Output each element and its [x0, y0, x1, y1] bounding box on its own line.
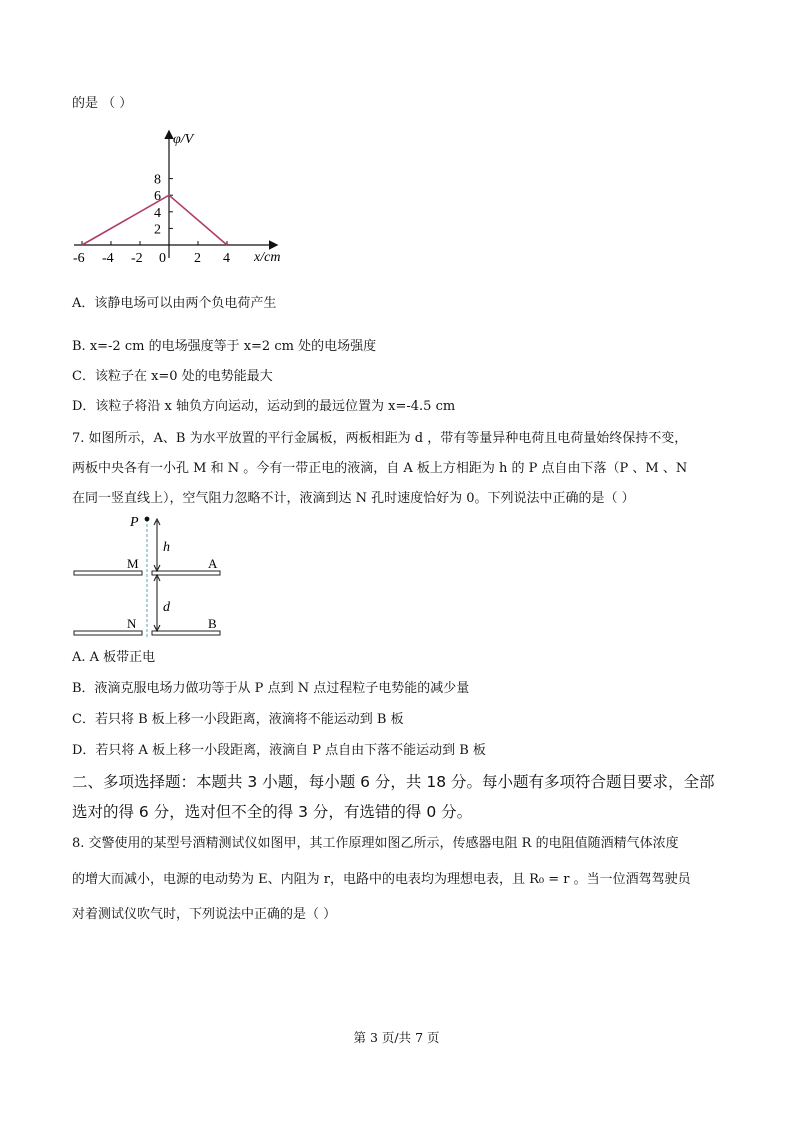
label-b: B [208, 616, 217, 631]
plate-b-right [152, 631, 220, 635]
section-line: 选对的得 6 分，选对但不全的得 3 分，有选错的得 0 分。 [72, 803, 473, 821]
x-tick-label: -4 [102, 251, 114, 266]
option-line: B．液滴克服电场力做功等于从 P 点到 N 点过程粒子电势能的减少量 [72, 681, 470, 696]
question-line: 在同一竖直线上），空气阻力忽略不计，液滴到达 N 孔时速度恰好为 0。下列说法中正确的是（ ） [72, 491, 635, 506]
x-tick-label: 0 [159, 251, 166, 266]
plate-a-right [152, 571, 220, 575]
option-line: C．该粒子在 x=0 处的电势能最大 [72, 369, 273, 384]
label-p: P [130, 515, 139, 530]
y-tick-label: 8 [154, 172, 161, 188]
x-tick-label: 2 [194, 251, 201, 266]
y-tick-label: 2 [154, 222, 161, 238]
option-line: A. A 板带正电 [72, 650, 156, 665]
question-line: 7. 如图所示，A、B 为水平放置的平行金属板，两板相距为 d ，带有等量异种电荷且电荷量始终保持不变， [72, 431, 688, 446]
label-d: d [163, 600, 170, 615]
x-tick-label: 4 [223, 251, 230, 266]
x-axis-label: x/cm [254, 250, 281, 265]
question-line: 两板中央各有一小孔 M 和 N 。今有一带正电的液滴，自 A 板上方相距为 h 的 P 点自由下落（P 、M 、N [72, 461, 688, 476]
question-line: 对着测试仪吹气时，下列说法中正确的是（ ） [72, 907, 337, 922]
option-line: D．若只将 A 板上移一小段距离，液滴自 P 点自由下落不能运动到 B 板 [72, 743, 486, 758]
option-line: C．若只将 B 板上移一小段距离，液滴将不能运动到 B 板 [72, 712, 404, 727]
x-tick-label: -2 [131, 251, 143, 266]
point-p [145, 517, 150, 522]
x-tick-label: -6 [73, 251, 85, 266]
lead-in-text: 的是 （ ） [72, 96, 133, 111]
parallel-plates-diagram [70, 515, 230, 640]
plate-a-left [74, 571, 142, 575]
page-footer: 第 3 页/共 7 页 [353, 1030, 440, 1045]
option-line: D．该粒子将沿 x 轴负方向运动，运动到的最远位置为 x=-4.5 cm [72, 399, 456, 414]
option-line: A．该静电场可以由两个负电荷产生 [72, 296, 277, 311]
y-tick-label: 4 [154, 205, 161, 221]
label-a: A [208, 556, 218, 571]
question-line: 8. 交警使用的某型号酒精测试仪如图甲，其工作原理如图乙所示，传感器电阻 R 的电阻值随酒精气体浓度 [72, 836, 679, 851]
plate-b-left [74, 631, 142, 635]
option-line: B. x=-2 cm 的电场强度等于 x=2 cm 处的电场强度 [72, 339, 377, 354]
label-m: M [127, 556, 139, 571]
y-axis-label: φ/V [173, 132, 194, 147]
y-tick-label: 6 [154, 189, 161, 205]
label-h: h [163, 540, 170, 555]
potential-graph [70, 128, 310, 268]
section-line: 二、多项选择题：本题共 3 小题，每小题 6 分，共 18 分。每小题有多项符合题目要求，全部 [72, 773, 715, 791]
question-line: 的增大而减小，电源的电动势为 E、内阻为 r，电路中的电表均为理想电表，且 R₀ = r 。当一位酒驾驾驶员 [72, 872, 691, 887]
label-n: N [127, 616, 137, 631]
